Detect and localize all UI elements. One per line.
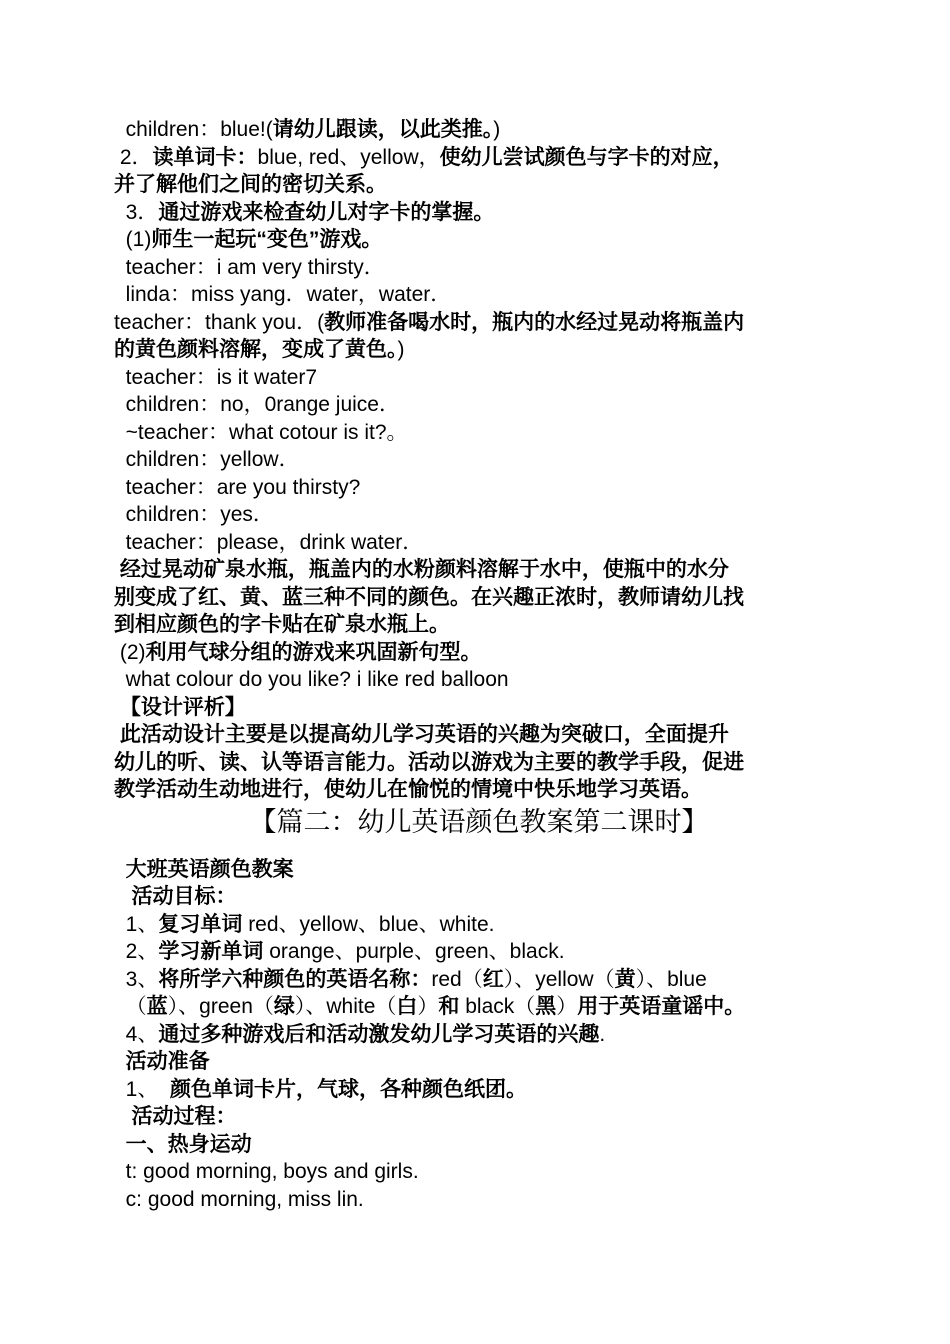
line-indent: [114, 668, 126, 691]
line-indent: [114, 995, 126, 1018]
text-segment: 大班英语颜色教案: [125, 857, 294, 881]
line-indent: [114, 968, 126, 991]
text-line: [114, 611, 844, 639]
text-segment: 经过晃动矿泉水瓶，瓶盖内的水粉颜料溶解于水中，使瓶中的水分: [119, 558, 729, 581]
text-line: [114, 254, 844, 282]
text-line: [114, 856, 844, 884]
text-segment: 复习单词: [158, 912, 243, 936]
text-segment: 教师准备喝水时，瓶内的水经过晃动将瓶盖内: [324, 310, 745, 334]
text-segment: red、yellow、blue、white.: [242, 912, 495, 936]
text-line: [114, 199, 844, 227]
text-segment: 【设计评析】: [119, 695, 246, 719]
text-segment: what colour do you like? i like red balloon: [125, 668, 509, 691]
text-line: [114, 1186, 844, 1214]
text-segment: 活动过程：: [131, 1105, 237, 1128]
text-line: [114, 966, 844, 994]
text-segment: .: [599, 1022, 606, 1046]
text-line: [114, 938, 844, 966]
text-segment: 红: [482, 967, 504, 991]
line-indent: [114, 1133, 126, 1156]
text-line: [114, 281, 844, 309]
text-segment: c: good morning, miss lin.: [125, 1187, 364, 1211]
text-line: [114, 501, 844, 529]
text-segment: 利用气球分组的游戏来巩固新句型。: [145, 640, 482, 664]
text-segment: teacher：i am very thirsty．: [125, 255, 385, 279]
text-segment: 2．: [119, 145, 153, 169]
text-segment: ）、yellow（: [503, 967, 615, 991]
text-segment: 蓝: [146, 995, 168, 1018]
text-segment: blue, red、yellow，: [257, 145, 440, 169]
text-segment: ）、blue: [635, 967, 707, 991]
text-segment: 的黄色颜料溶解，变成了黄色。: [114, 338, 398, 361]
text-line: [114, 446, 844, 474]
text-line: [114, 883, 844, 911]
lesson-part-one: [114, 116, 844, 804]
text-segment: 3、: [125, 967, 159, 991]
text-segment: linda：miss yang．water，water．: [125, 283, 452, 306]
line-indent: [114, 1188, 126, 1211]
line-indent: [114, 366, 126, 389]
text-segment: 使幼儿尝试颜色与字卡的对应，: [439, 145, 734, 169]
text-segment: (2): [119, 640, 146, 664]
line-indent: [114, 448, 126, 471]
text-segment: （: [125, 995, 147, 1018]
line-indent: [114, 421, 126, 444]
text-segment: 一、热身运动: [125, 1132, 252, 1156]
text-segment: ): [493, 118, 501, 141]
line-indent: [114, 503, 126, 526]
line-indent: [114, 476, 126, 499]
text-segment: 白: [396, 995, 418, 1018]
text-segment: 3．: [125, 200, 159, 224]
text-segment: children：no，0range juice．: [125, 393, 400, 416]
line-indent: [114, 201, 126, 224]
text-line: [114, 1048, 844, 1076]
text-segment: orange、purple、green、black.: [263, 940, 565, 963]
text-segment: 活动准备: [125, 1050, 210, 1073]
text-line: [114, 694, 844, 722]
text-line: [114, 116, 844, 144]
text-segment: teacher：please，drink water．: [125, 530, 424, 554]
text-line: [114, 336, 844, 364]
text-segment: ）: [417, 995, 439, 1018]
text-segment: 绿: [273, 995, 295, 1018]
line-indent: [114, 393, 126, 416]
line-indent: [114, 1160, 126, 1183]
text-segment: ）、white（: [294, 995, 397, 1018]
text-segment: 读单词卡：: [152, 145, 258, 169]
line-indent: [114, 885, 132, 908]
section-heading: 【篇二：幼儿英语颜色教案第二课时】: [249, 806, 709, 838]
document-body: [114, 116, 844, 1213]
text-line: [114, 639, 844, 667]
text-segment: teacher：are you thirsty?: [125, 475, 361, 499]
line-indent: [114, 913, 126, 936]
text-segment: 学习新单词: [158, 940, 264, 963]
line-indent: [114, 1050, 126, 1073]
text-segment: 教学活动生动地进行，使幼儿在愉悦的情境中快乐地学习英语。: [114, 778, 702, 801]
text-segment: 4、: [125, 1022, 159, 1046]
text-line: [114, 144, 844, 172]
line-indent: [114, 228, 126, 251]
line-indent: [114, 1105, 132, 1128]
text-line: [114, 309, 844, 337]
text-segment: 颜色单词卡片，气球，各种颜色纸团。: [170, 1077, 528, 1101]
text-line: [114, 391, 844, 419]
line-indent: [114, 940, 126, 963]
text-line: [114, 911, 844, 939]
text-segment: red（: [431, 967, 483, 991]
text-segment: ）、green（: [167, 995, 274, 1018]
line-indent: [114, 118, 126, 141]
text-segment: 黄: [614, 967, 636, 991]
text-segment: 幼儿的听、读、认等语言能力。活动以游戏为主要的教学手段，促进: [114, 750, 744, 774]
text-segment: 请幼儿跟读，以此类推。: [272, 118, 494, 141]
text-segment: teacher：thank you．(: [114, 310, 325, 334]
text-line: [114, 776, 844, 804]
text-segment: 1、: [125, 1077, 171, 1101]
text-line: [114, 721, 844, 749]
text-segment: children：yes．: [125, 503, 274, 526]
text-line: [114, 419, 844, 447]
text-segment: 和: [438, 995, 460, 1018]
text-line: [114, 749, 844, 777]
text-line: [114, 226, 844, 254]
text-segment: 黑: [535, 995, 557, 1018]
text-line: [114, 1076, 844, 1104]
text-segment: children：blue!(: [125, 118, 273, 141]
text-segment: 此活动设计主要是以提高幼儿学习英语的兴趣为突破口，全面提升: [119, 723, 729, 746]
text-segment: 用于英语童谣中。: [577, 995, 746, 1018]
text-line: [114, 584, 844, 612]
line-indent: [114, 256, 126, 279]
text-segment: 2、: [125, 940, 159, 963]
text-segment: children：yellow．: [125, 448, 300, 471]
text-segment: 1、: [125, 912, 159, 936]
text-line: [114, 364, 844, 392]
line-indent: [114, 531, 126, 554]
text-line: [114, 993, 844, 1021]
text-segment: 将所学六种颜色的英语名称：: [158, 967, 432, 991]
line-indent: [114, 858, 126, 881]
text-segment: 师生一起玩“变色”游戏。: [151, 228, 383, 251]
text-segment: t: good morning, boys and girls.: [125, 1160, 419, 1183]
text-segment: 通过游戏来检查幼儿对字卡的掌握。: [158, 200, 495, 224]
text-line: [114, 1131, 844, 1159]
lesson-part-two: [114, 856, 844, 1214]
text-segment: black（: [459, 995, 536, 1018]
text-segment: 别变成了红、黄、蓝三种不同的颜色。在兴趣正浓时，教师请幼儿找: [114, 585, 744, 609]
text-line: [114, 529, 844, 557]
text-segment: 活动目标：: [131, 885, 237, 908]
text-segment: ): [397, 338, 405, 361]
line-indent: [114, 283, 126, 306]
text-segment: 到相应颜色的字卡贴在矿泉水瓶上。: [114, 613, 450, 636]
line-indent: [114, 1023, 126, 1046]
text-line: [114, 666, 844, 694]
text-segment: 并了解他们之间的密切关系。: [114, 173, 387, 196]
text-line: [114, 171, 844, 199]
text-line: [114, 1021, 844, 1049]
line-indent: [114, 1078, 126, 1101]
text-segment: ~teacher：what cotour is it?。: [125, 420, 408, 444]
text-segment: 通过多种游戏后和活动激发幼儿学习英语的兴趣: [158, 1022, 600, 1046]
text-segment: (1): [125, 228, 152, 251]
text-line: [114, 556, 844, 584]
text-segment: teacher：is it water7: [125, 365, 318, 389]
text-line: [114, 1103, 844, 1131]
text-line: [114, 1158, 844, 1186]
text-segment: ）: [556, 995, 578, 1018]
text-line: [114, 474, 844, 502]
